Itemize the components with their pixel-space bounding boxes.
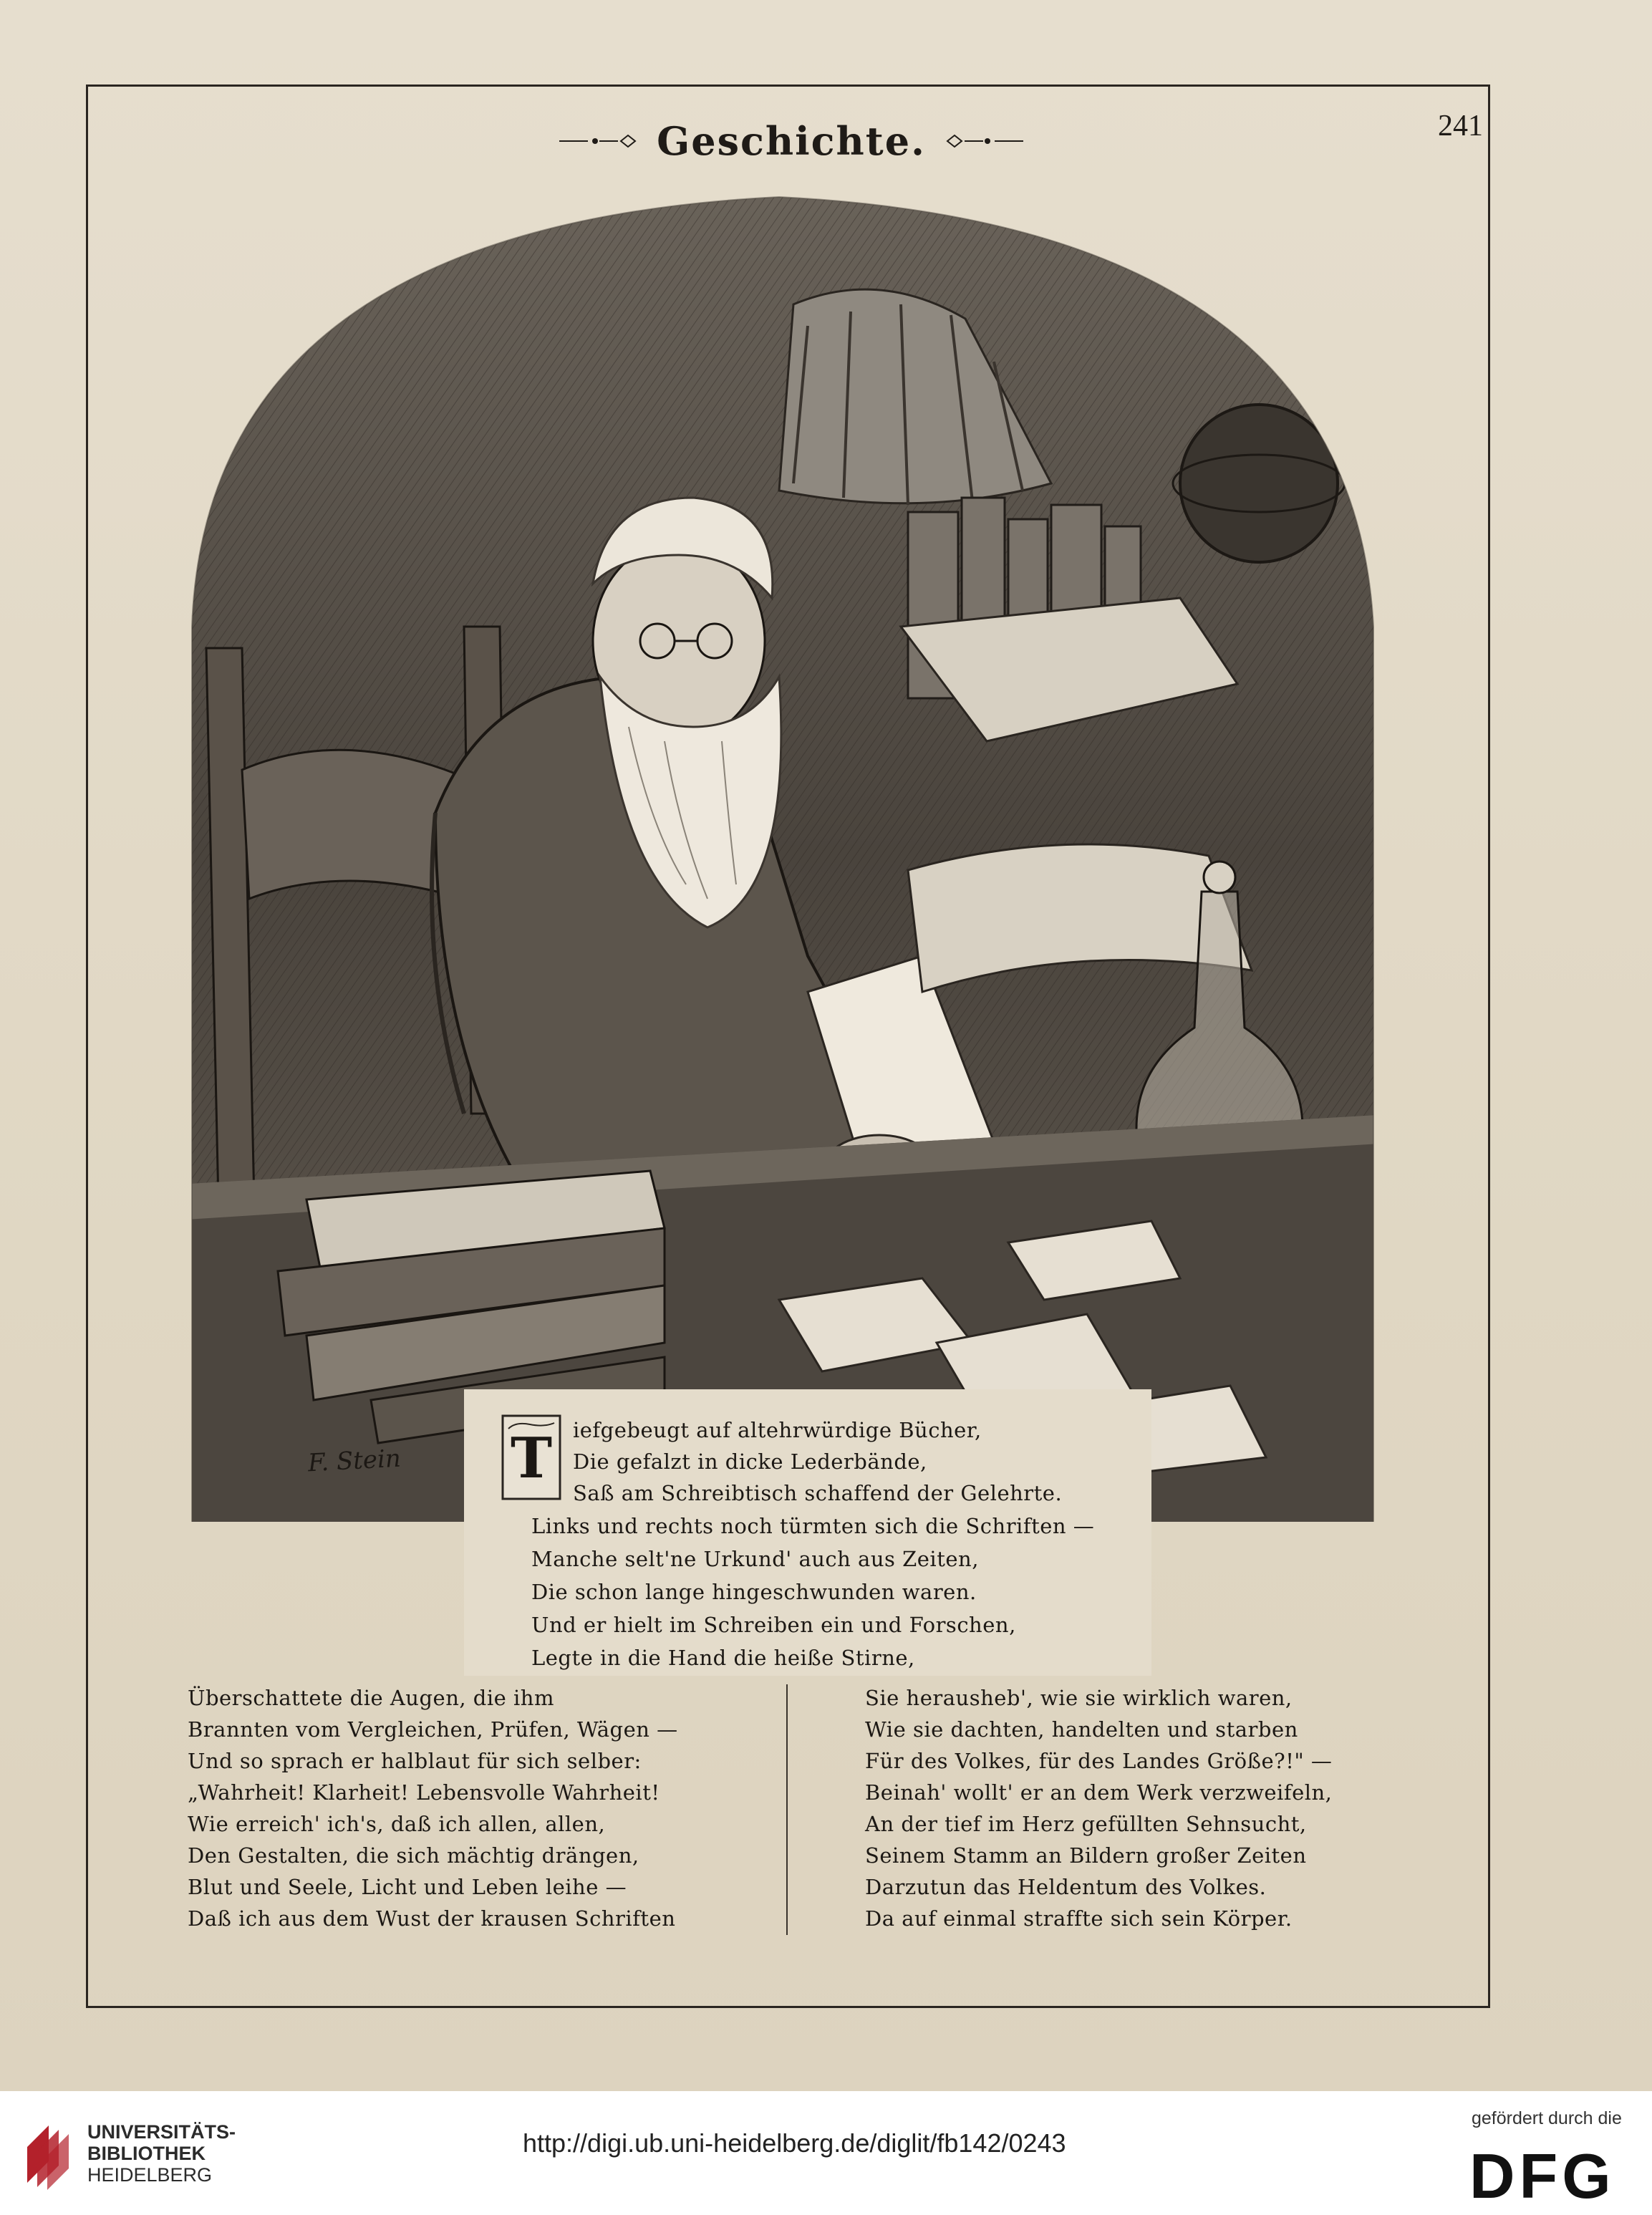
poem-left-line: Den Gestalten, die sich mächtig drängen, [188, 1843, 639, 1868]
poem-intro-line: Saß am Schreibtisch schaffend der Gelehrte. [573, 1481, 1063, 1505]
poem-left-line: Blut und Seele, Licht und Leben leihe — [188, 1875, 627, 1899]
running-title: Geschichte. [657, 118, 926, 164]
poem-right-line: Sie herausheb', wie sie wirklich waren, [865, 1686, 1293, 1710]
poem-intro-line: Manche selt'ne Urkund' auch aus Zeiten, [531, 1547, 979, 1571]
dropcap-initial [501, 1414, 561, 1500]
poem-intro-line: Legte in die Hand die heiße Stirne, [531, 1646, 915, 1670]
university-library-logo-icon[interactable] [20, 2118, 77, 2190]
poem-left-line: Überschattete die Augen, die ihm [188, 1686, 554, 1710]
page-number: 241 [1438, 110, 1483, 143]
header-ornament-right-icon [945, 130, 1023, 152]
column-divider [786, 1684, 788, 1935]
library-name-line-3: HEIDELBERG [87, 2164, 213, 2186]
poem-left-line: Brannten vom Vergleichen, Prüfen, Wägen — [188, 1717, 678, 1742]
poem-left-line: Und so sprach er halblaut für sich selber: [188, 1749, 642, 1773]
artist-signature: F. Stein [307, 1444, 402, 1478]
permalink-url[interactable]: http://digi.ub.uni-heidelberg.de/diglit/fb142/0243 [523, 2128, 1066, 2158]
poem-right-line: Da auf einmal straffte sich sein Körper. [865, 1906, 1293, 1931]
running-header [559, 116, 1024, 166]
poem-right-line: An der tief im Herz gefüllten Sehnsucht, [865, 1812, 1307, 1836]
university-library-name[interactable] [87, 2121, 236, 2186]
poem-left-line: Wie erreich' ich's, daß ich allen, allen, [188, 1812, 606, 1836]
library-name-line-1: UNIVERSITÄTS- [87, 2121, 236, 2143]
poem-intro-line: Links und rechts noch türmten sich die Schriften — [531, 1514, 1095, 1538]
dropcap-ornament-icon [501, 1414, 561, 1500]
poem-intro-line: Die schon lange hingeschwunden waren. [531, 1580, 977, 1604]
header-ornament-left-icon [559, 130, 638, 152]
poem-intro-line: Und er hielt im Schreiben ein und Forschen, [531, 1613, 1016, 1637]
scholar-illustration [163, 183, 1402, 1522]
library-name-line-2: BIBLIOTHEK [87, 2143, 206, 2164]
svg-text:T: T [510, 1426, 553, 1491]
poem-intro-line: iefgebeugt auf altehrwürdige Bücher, [573, 1418, 982, 1442]
poem-right-line: Darzutun das Heldentum des Volkes. [865, 1875, 1267, 1899]
poem-intro-line: Die gefalzt in dicke Lederbände, [573, 1449, 927, 1474]
dfg-logo[interactable]: DFG [1469, 2141, 1615, 2211]
poem-left-line: „Wahrheit! Klarheit! Lebensvolle Wahrheit! [188, 1780, 660, 1805]
poem-right-line: Beinah' wollt' er an dem Werk verzweifeln, [865, 1780, 1333, 1805]
scholar-engraving-image [163, 183, 1402, 1522]
poem-right-line: Seinem Stamm an Bildern großer Zeiten [865, 1843, 1307, 1868]
poem-left-line: Daß ich aus dem Wust der krausen Schriften [188, 1906, 676, 1931]
poem-right-line: Für des Volkes, für des Landes Größe?!" — [865, 1749, 1333, 1773]
poem-right-line: Wie sie dachten, handelten und starben [865, 1717, 1298, 1742]
funded-by-label: gefördert durch die [1472, 2108, 1622, 2128]
